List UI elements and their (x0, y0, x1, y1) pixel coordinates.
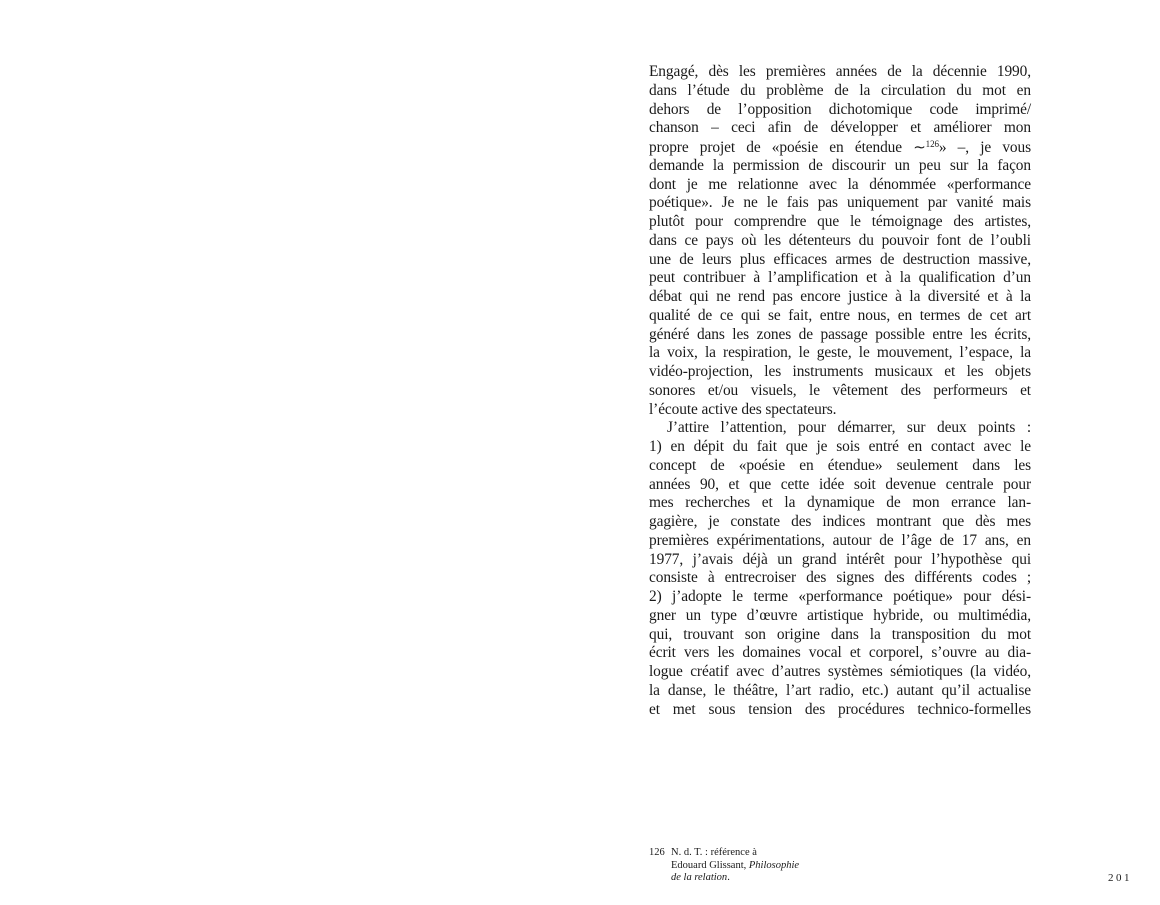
text-line-with-note (649, 138, 1031, 157)
footnote-line (671, 860, 891, 873)
text-line: mes recherches et la dynamique de mon errance lan- (649, 494, 1031, 512)
text-line: et met sous tension des procédures technico-formelles (649, 700, 1031, 718)
footnote-line: N. d. T. : référence à (671, 847, 757, 858)
text-line: logue créatif avec d’autres systèmes sémiotiques (la vidéo, (649, 663, 1031, 680)
text-line: vidéo-projection, les instruments musicaux et les objets (649, 363, 1031, 380)
text-line: 2) j’adopte le terme «performance poétique» pour dési- (649, 588, 1031, 605)
body-text (649, 63, 1031, 719)
footnote-period: . (727, 872, 730, 883)
text-fragment: » –, je vous (938, 139, 1031, 156)
text-line: dans ce pays où les détenteurs du pouvoir font de l’oubli (649, 231, 1031, 249)
text-line: poétique». Je ne le fais pas uniquement par vanité mais (649, 194, 1031, 212)
text-line: dont je me relationne avec la dénommée «performance (649, 175, 1031, 193)
text-line: la voix, la respiration, le geste, le mouvement, l’espace, la (649, 344, 1031, 362)
text-line: généré dans les zones de passage possible entre les écrits, (649, 325, 1031, 343)
text-line: écrit vers les domaines vocal et corporel, s’ouvre au dia- (649, 644, 1031, 662)
page-number: 201 (1108, 872, 1132, 884)
text-line: demande la permission de discourir un peu sur la façon (649, 156, 1031, 174)
text-line: débat qui ne rend pas encore justice à la diversité et à la (649, 288, 1031, 305)
text-line: dehors de l’opposition dichotomique code imprimé/ (649, 100, 1031, 118)
text-line: peut contribuer à l’amplification et à la qualification d’un (649, 269, 1031, 287)
text-line: une de leurs plus efficaces armes de destruction massive, (649, 250, 1031, 268)
tilde-glyph: ∼ (913, 138, 926, 156)
text-line: 1977, j’avais déjà un grand intérêt pour l’hypothèse qui (649, 550, 1031, 568)
text-line: consiste à entrecroiser des signes des différents codes ; (649, 569, 1031, 587)
text-line: qualité de ce qui se fait, entre nous, en termes de cet art (649, 306, 1031, 324)
footnote-text (671, 847, 891, 885)
text-line: l’écoute active des spectateurs. (649, 400, 837, 418)
text-line: années 90, et que cette idée soit devenue centrale pour (649, 475, 1031, 493)
footnote-line (671, 872, 891, 885)
footnote-title: Philosophie (748, 859, 800, 871)
text-line: Engagé, dès les premières années de la décennie 1990, (649, 63, 1031, 80)
text-line: sonores et/ou visuels, le vêtement des performeurs et (649, 381, 1031, 399)
footnote-title-cont: de la relation (671, 872, 728, 883)
text-line: plutôt pour comprendre que le témoignage des artistes, (649, 213, 1031, 230)
text-line: la danse, le théâtre, l’art radio, etc.) autant qu’il actualise (649, 681, 1031, 699)
text-line: 1) en dépit du fait que je sois entré en contact avec le (649, 438, 1031, 455)
text-fragment: propre projet de «poésie en étendue (649, 139, 914, 156)
footnote-number: 126 (649, 847, 665, 858)
text-line: gagière, je constate des indices montrant que dès mes (649, 513, 1031, 530)
footnote-author: Edouard Glissant, (671, 859, 749, 871)
footnote-reference: 126 (925, 139, 939, 149)
text-line: concept de «poésie en étendue» seulement dans les (649, 456, 1031, 474)
text-line: chanson – ceci afin de développer et améliorer mon (649, 119, 1031, 137)
text-line: dans l’étude du problème de la circulation du mot en (649, 81, 1031, 99)
text-line: qui, trouvant son origine dans la transposition du mot (649, 625, 1031, 643)
text-line: gner un type d’œuvre artistique hybride, ou multimédia, (649, 606, 1031, 624)
text-line: premières expérimentations, autour de l’âge de 17 ans, en (649, 531, 1031, 549)
text-line: J’attire l’attention, pour démarrer, sur deux points : (667, 419, 1031, 437)
